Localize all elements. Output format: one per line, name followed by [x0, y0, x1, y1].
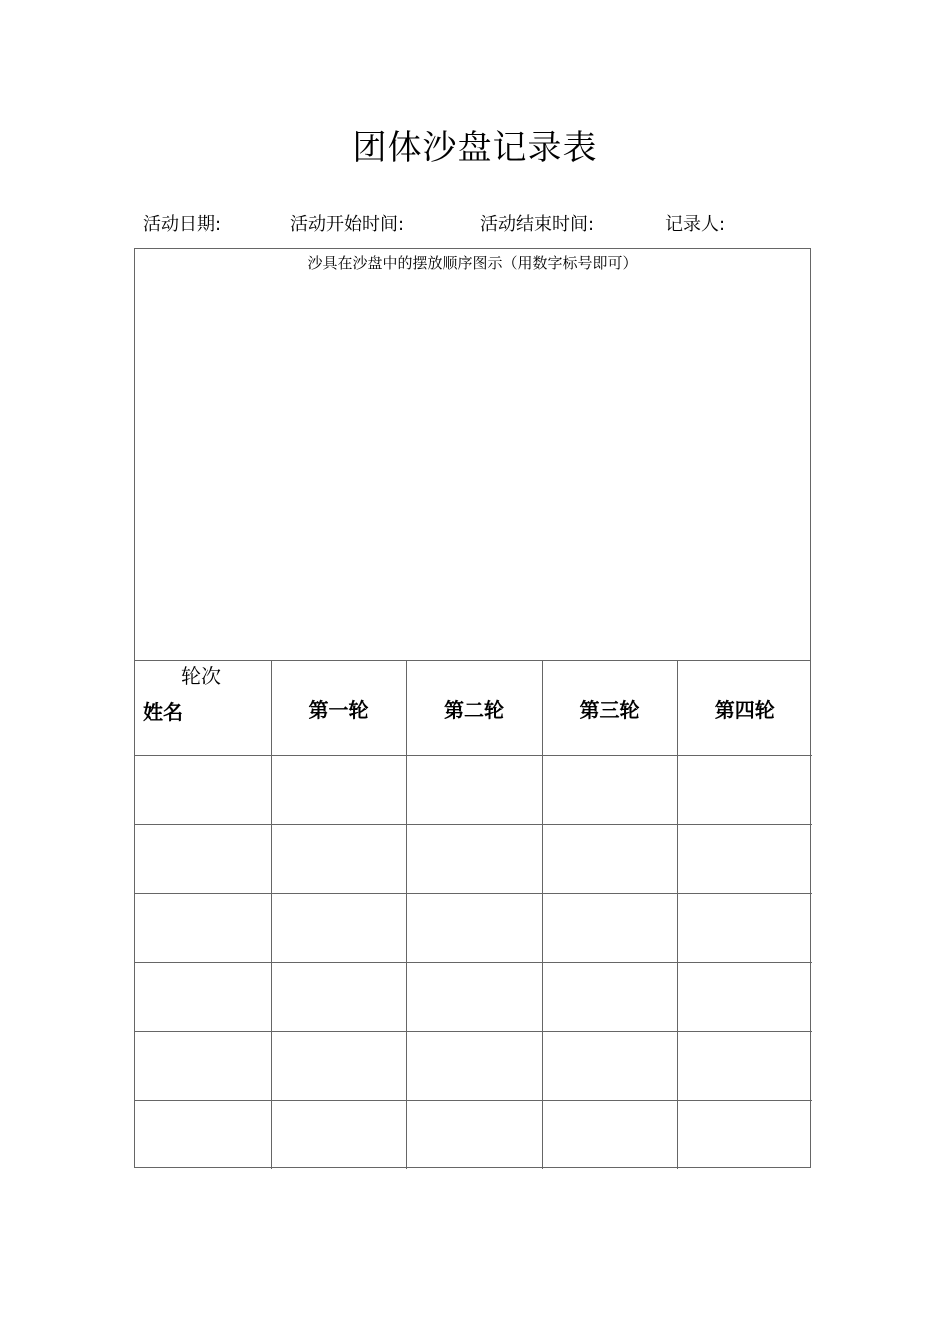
round-2-header: 第二轮 — [406, 661, 542, 756]
round-cell[interactable] — [271, 1032, 406, 1101]
corner-round-label: 轮次 — [181, 664, 221, 688]
name-cell[interactable] — [135, 756, 271, 825]
name-cell[interactable] — [135, 1101, 271, 1170]
sandtray-diagram-area[interactable] — [135, 249, 810, 661]
record-sheet — [134, 248, 811, 1168]
start-time-label: 活动开始时间: — [290, 214, 405, 235]
round-cell[interactable] — [406, 1101, 542, 1170]
round-cell[interactable] — [406, 1032, 542, 1101]
rounds-table — [135, 661, 812, 1169]
round-cell[interactable] — [677, 756, 812, 825]
round-cell[interactable] — [406, 756, 542, 825]
round-cell[interactable] — [406, 894, 542, 963]
table-header-row — [135, 661, 812, 756]
round-cell[interactable] — [677, 1101, 812, 1170]
round-cell[interactable] — [677, 825, 812, 894]
round-cell[interactable] — [271, 1101, 406, 1170]
round-cell[interactable] — [406, 963, 542, 1032]
round-cell[interactable] — [271, 894, 406, 963]
round-cell[interactable] — [271, 756, 406, 825]
round-cell[interactable] — [542, 894, 677, 963]
round-cell[interactable] — [677, 894, 812, 963]
round-cell[interactable] — [542, 825, 677, 894]
round-cell[interactable] — [406, 825, 542, 894]
round-4-header: 第四轮 — [677, 661, 812, 756]
corner-name-label: 姓名 — [143, 700, 183, 724]
info-row — [0, 212, 950, 238]
recorder-label: 记录人: — [665, 214, 726, 235]
table-row — [135, 1101, 812, 1170]
name-cell[interactable] — [135, 894, 271, 963]
end-time-label: 活动结束时间: — [480, 214, 595, 235]
round-cell[interactable] — [271, 963, 406, 1032]
round-cell[interactable] — [677, 963, 812, 1032]
round-cell[interactable] — [542, 963, 677, 1032]
round-cell[interactable] — [542, 756, 677, 825]
name-cell[interactable] — [135, 1032, 271, 1101]
name-cell[interactable] — [135, 963, 271, 1032]
diagram-caption: 沙具在沙盘中的摆放顺序图示（用数字标号即可） — [307, 254, 638, 272]
table-row — [135, 825, 812, 894]
round-cell[interactable] — [542, 1032, 677, 1101]
corner-header-cell — [135, 661, 271, 756]
round-1-header: 第一轮 — [271, 661, 406, 756]
table-row — [135, 963, 812, 1032]
table-row — [135, 1032, 812, 1101]
round-cell[interactable] — [542, 1101, 677, 1170]
table-row — [135, 894, 812, 963]
round-cell[interactable] — [677, 1032, 812, 1101]
activity-date-label: 活动日期: — [143, 214, 222, 235]
round-3-header: 第三轮 — [542, 661, 677, 756]
table-row — [135, 756, 812, 825]
name-cell[interactable] — [135, 825, 271, 894]
round-cell[interactable] — [271, 825, 406, 894]
page-title: 团体沙盘记录表 — [352, 128, 598, 168]
